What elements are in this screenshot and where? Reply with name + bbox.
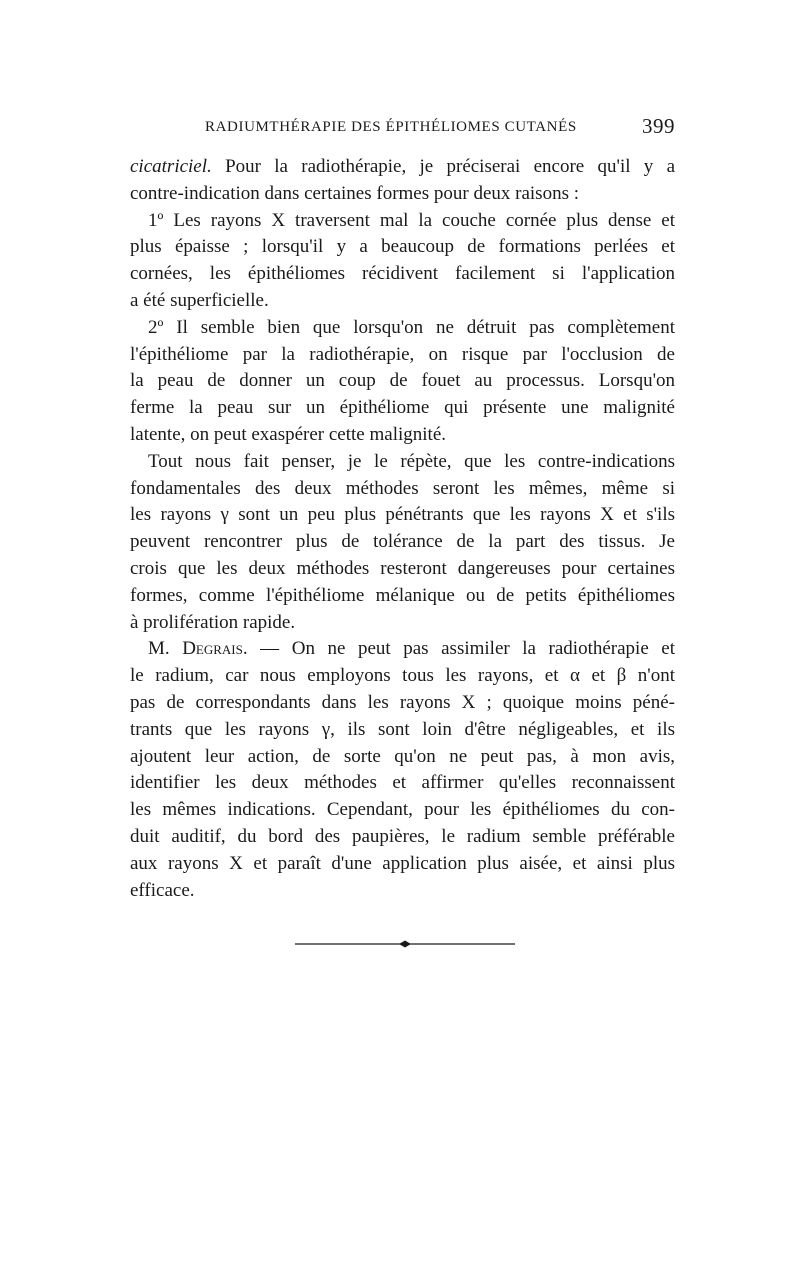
text-line: aux rayons X et paraît d'une application plus aisée, et ainsi plus [130,852,675,874]
text-line: fondamentales des deux méthodes seront les mêmes, même si [130,477,675,499]
text-line: a été superficielle. [130,289,269,311]
speaker-name: M. Degrais. [148,638,248,660]
text-line: 2º Il semble bien que lorsqu'on ne détruit pas complètement [148,316,675,338]
running-header [205,114,675,147]
text-line: cicatriciel. Pour la radiothérapie, je préciserai encore qu'il y a [130,156,675,177]
running-title: RADIUMTHÉRAPIE DES ÉPITHÉLIOMES CUTANÉS [205,119,577,135]
body-text [130,154,675,904]
text-line: à prolifération rapide. [130,611,296,633]
text-line: latente, on peut exaspérer cette malignité. [130,423,446,445]
text-line: formes, comme l'épithéliome mélanique ou de petits épithéliomes [130,584,675,606]
text-line: trants que les rayons γ, ils sont loin d'être négligeables, et ils [130,718,675,740]
text-line: contre-indication dans certaines formes pour deux raisons : [130,182,579,204]
text-line: la peau de donner un coup de fouet au processus. Lorsqu'on [130,370,675,392]
text-line: les rayons γ sont un peu plus pénétrants que les rayons X et s'ils [130,504,675,526]
ornament-divider-icon [295,940,515,948]
text-line: efficace. [130,879,195,901]
text-line: Tout nous fait penser, je le répète, que les contre-indications [148,450,675,472]
text-line: le radium, car nous employons tous les rayons, et α et β n'ont [130,665,675,687]
text-line: pas de correspondants dans les rayons X ; quoique moins péné- [130,691,675,713]
text-line: 1º Les rayons X traversent mal la couche cornée plus dense et [148,209,675,231]
text-line: crois que les deux méthodes resteront dangereuses pour certaines [130,557,675,579]
text-line: plus épaisse ; lorsqu'il y a beaucoup de formations perlées et [130,236,675,258]
page-number: 399 [642,114,675,138]
text-line: identifier les deux méthodes et affirmer qu'elles reconnaissent [130,772,675,794]
text-line: duit auditif, du bord des paupières, le radium semble préférable [130,825,675,847]
text-line: ajoutent leur action, de sorte qu'on ne peut pas, à mon avis, [130,745,675,767]
text-line: l'épithéliome par la radiothérapie, on risque par l'occlusion de [130,343,675,365]
text-line: M. Degrais. — On ne peut pas assimiler la radiothérapie et [148,638,676,660]
line-prefix-italic: cicatriciel. [130,156,212,177]
text-line: ferme la peau sur un épithéliome qui présente une malignité [130,397,675,419]
text-line: les mêmes indications. Cependant, pour les épithéliomes du con- [130,799,675,821]
text-line: cornées, les épithéliomes récidivent facilement si l'application [130,263,675,285]
text-line: peuvent rencontrer plus de tolérance de la part des tissus. Je [130,531,675,553]
section-end-ornament [295,940,515,948]
